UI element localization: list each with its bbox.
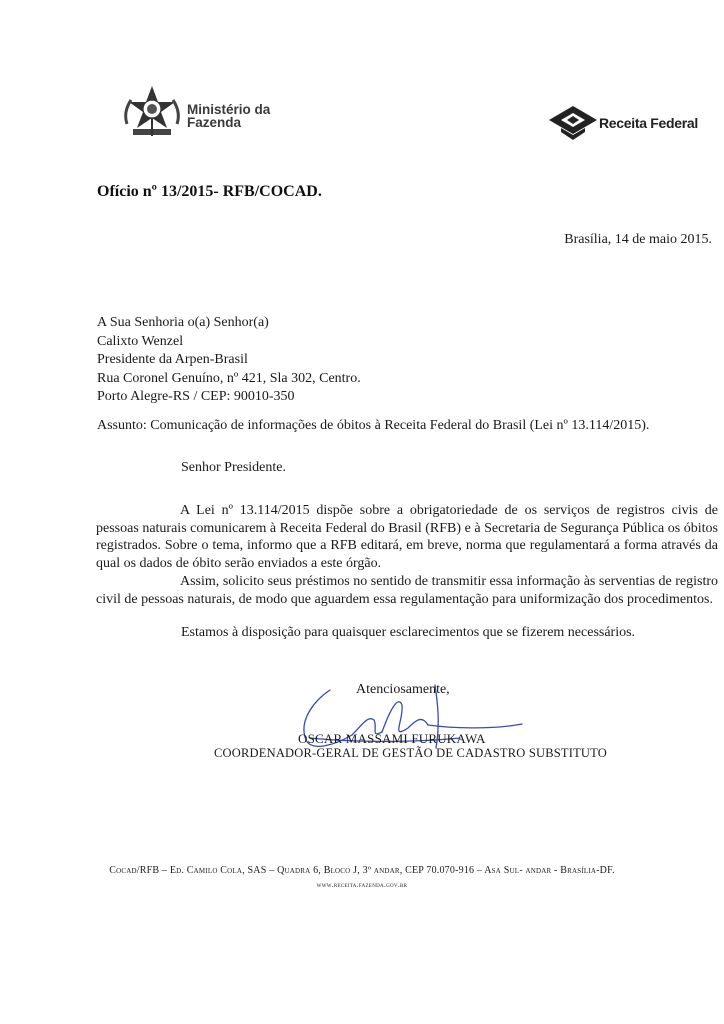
receita-federal-logo-icon [547,104,599,142]
recipient-role: Presidente da Arpen-Brasil [97,352,248,367]
footer-address: Cocad/RFB – Ed. Camilo Cola, SAS – Quadra 6, Bloco J, 3º andar, CEP 70.070-916 – Asa Sul- andar - Brasília-DF. [109,865,615,876]
brasao-emblem-icon [121,84,183,140]
letter-salutation: Senhor Presidente. [181,460,286,475]
recipient-block [97,314,361,407]
recipient-line1: A Sua Senhoria o(a) Senhor(a) [97,315,269,330]
ministry-line1: Ministério da [187,102,271,117]
receita-federal-logo-text: Receita Federal [599,115,698,131]
ministry-logo-text [187,103,270,129]
letter-reference: Ofício nº 13/2015- RFB/COCAD. [97,183,322,200]
recipient-name: Calixto Wenzel [97,333,184,349]
letter-subject: Assunto: Comunicação de informações de óbitos à Receita Federal do Brasil (Lei nº 13.114/2015). [97,418,650,433]
signatory-name: OSCAR MASSAMI FURUKAWA [298,731,486,746]
recipient-city: Porto Alegre-RS / CEP: 90010-350 [97,389,295,404]
body-paragraph-2: Assim, solicito seus préstimos no sentido de transmitir essa informação às serventias de registro civil de pessoas naturais, de modo que aguardem essa regulamentação para uniformização dos procedimentos. [96,574,718,607]
letter-closing: Atenciosamente, [356,682,450,697]
signatory-title: COORDENADOR-GERAL DE GESTÃO DE CADASTRO SUBSTITUTO [214,746,607,760]
body-paragraph-1: A Lei nº 13.114/2015 dispõe sobre a obrigatoriedade de os serviços de registros civis de pessoas naturais comunicarem à Receita Federal do Brasil (RFB) e à Secretaria de Segurança Pública os óbitos registrados. Sobre o tema, informo que a RFB editará, em breve, norma que regulamentará a forma através da qual os dados de óbito serão enviados a este órgão. [96,503,718,571]
ministry-line2: Fazenda [187,115,242,130]
body-paragraph-3: Estamos à disposição para quaisquer esclarecimentos que se fizerem necessários. [181,625,636,640]
recipient-street: Rua Coronel Genuíno, nº 421, Sla 302, Centro. [97,370,361,386]
footer-website: www.receita.fazenda.gov.br [316,880,408,889]
letter-date: Brasília, 14 de maio 2015. [564,232,712,247]
